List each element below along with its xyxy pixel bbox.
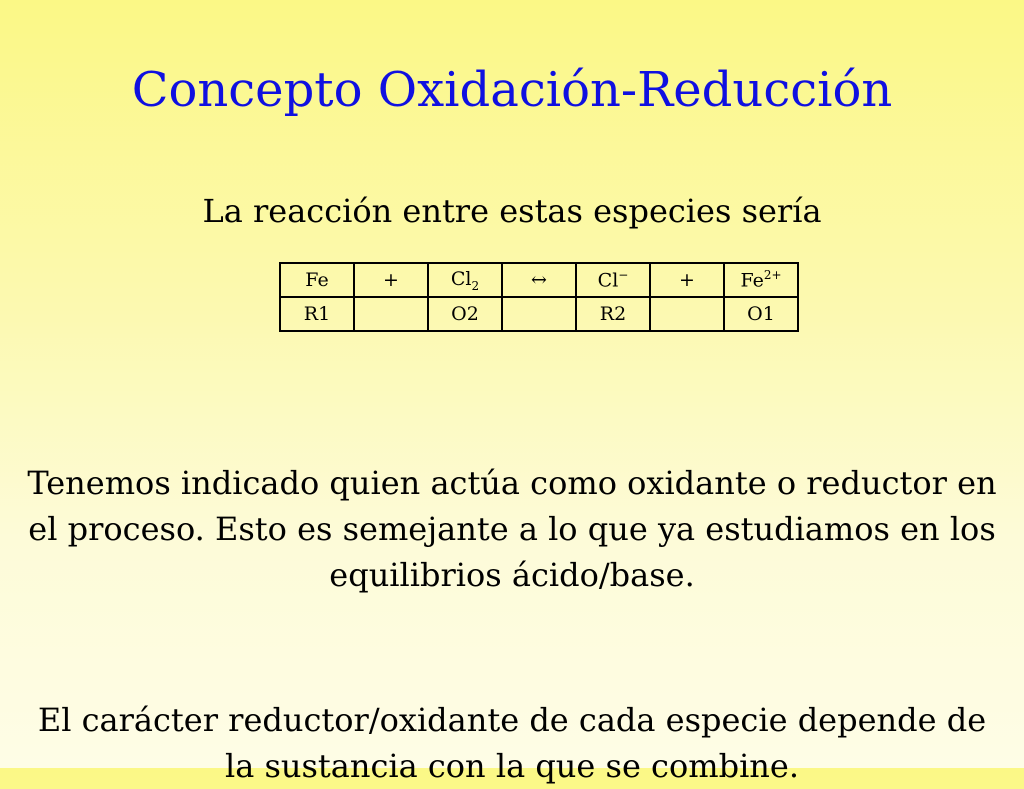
reaction-table xyxy=(279,262,799,332)
explanation-paragraph: Tenemos indicado quien actúa como oxidante o reductor en el proceso. Esto es semejante a lo que ya estudiamos en los equilibrios ácido/base. xyxy=(27,464,997,594)
slide-title: Concepto Oxidación-Reducción xyxy=(131,62,893,118)
cell-empty-3 xyxy=(650,297,724,331)
cell-plus-1: + xyxy=(354,263,428,297)
cl2-subscript: 2 xyxy=(471,278,480,293)
table-row-species xyxy=(280,263,798,297)
table-row-roles xyxy=(280,297,798,331)
cell-fe: Fe xyxy=(280,263,354,297)
cell-empty-1 xyxy=(354,297,428,331)
iron-ion-base: Fe xyxy=(740,269,764,292)
cell-empty-2 xyxy=(502,297,576,331)
chloride-charge: − xyxy=(618,268,629,283)
cell-o2: O2 xyxy=(428,297,502,331)
cell-chloride-ion xyxy=(576,263,650,297)
iron-ion-charge: 2+ xyxy=(763,268,782,283)
cell-equilibrium-arrow: ↔ xyxy=(502,263,576,297)
cell-r2: R2 xyxy=(576,297,650,331)
conclusion-paragraph: El carácter reductor/oxidante de cada especie depende de la sustancia con la que se combine. xyxy=(37,701,987,785)
cell-o1: O1 xyxy=(724,297,798,331)
slide-subtitle: La reacción entre estas especies sería xyxy=(202,192,822,230)
cell-plus-2: + xyxy=(650,263,724,297)
cell-r1: R1 xyxy=(280,297,354,331)
cell-cl2 xyxy=(428,263,502,297)
cell-iron-ion xyxy=(724,263,798,297)
chloride-base: Cl xyxy=(597,269,619,292)
cl2-base: Cl xyxy=(450,267,472,290)
